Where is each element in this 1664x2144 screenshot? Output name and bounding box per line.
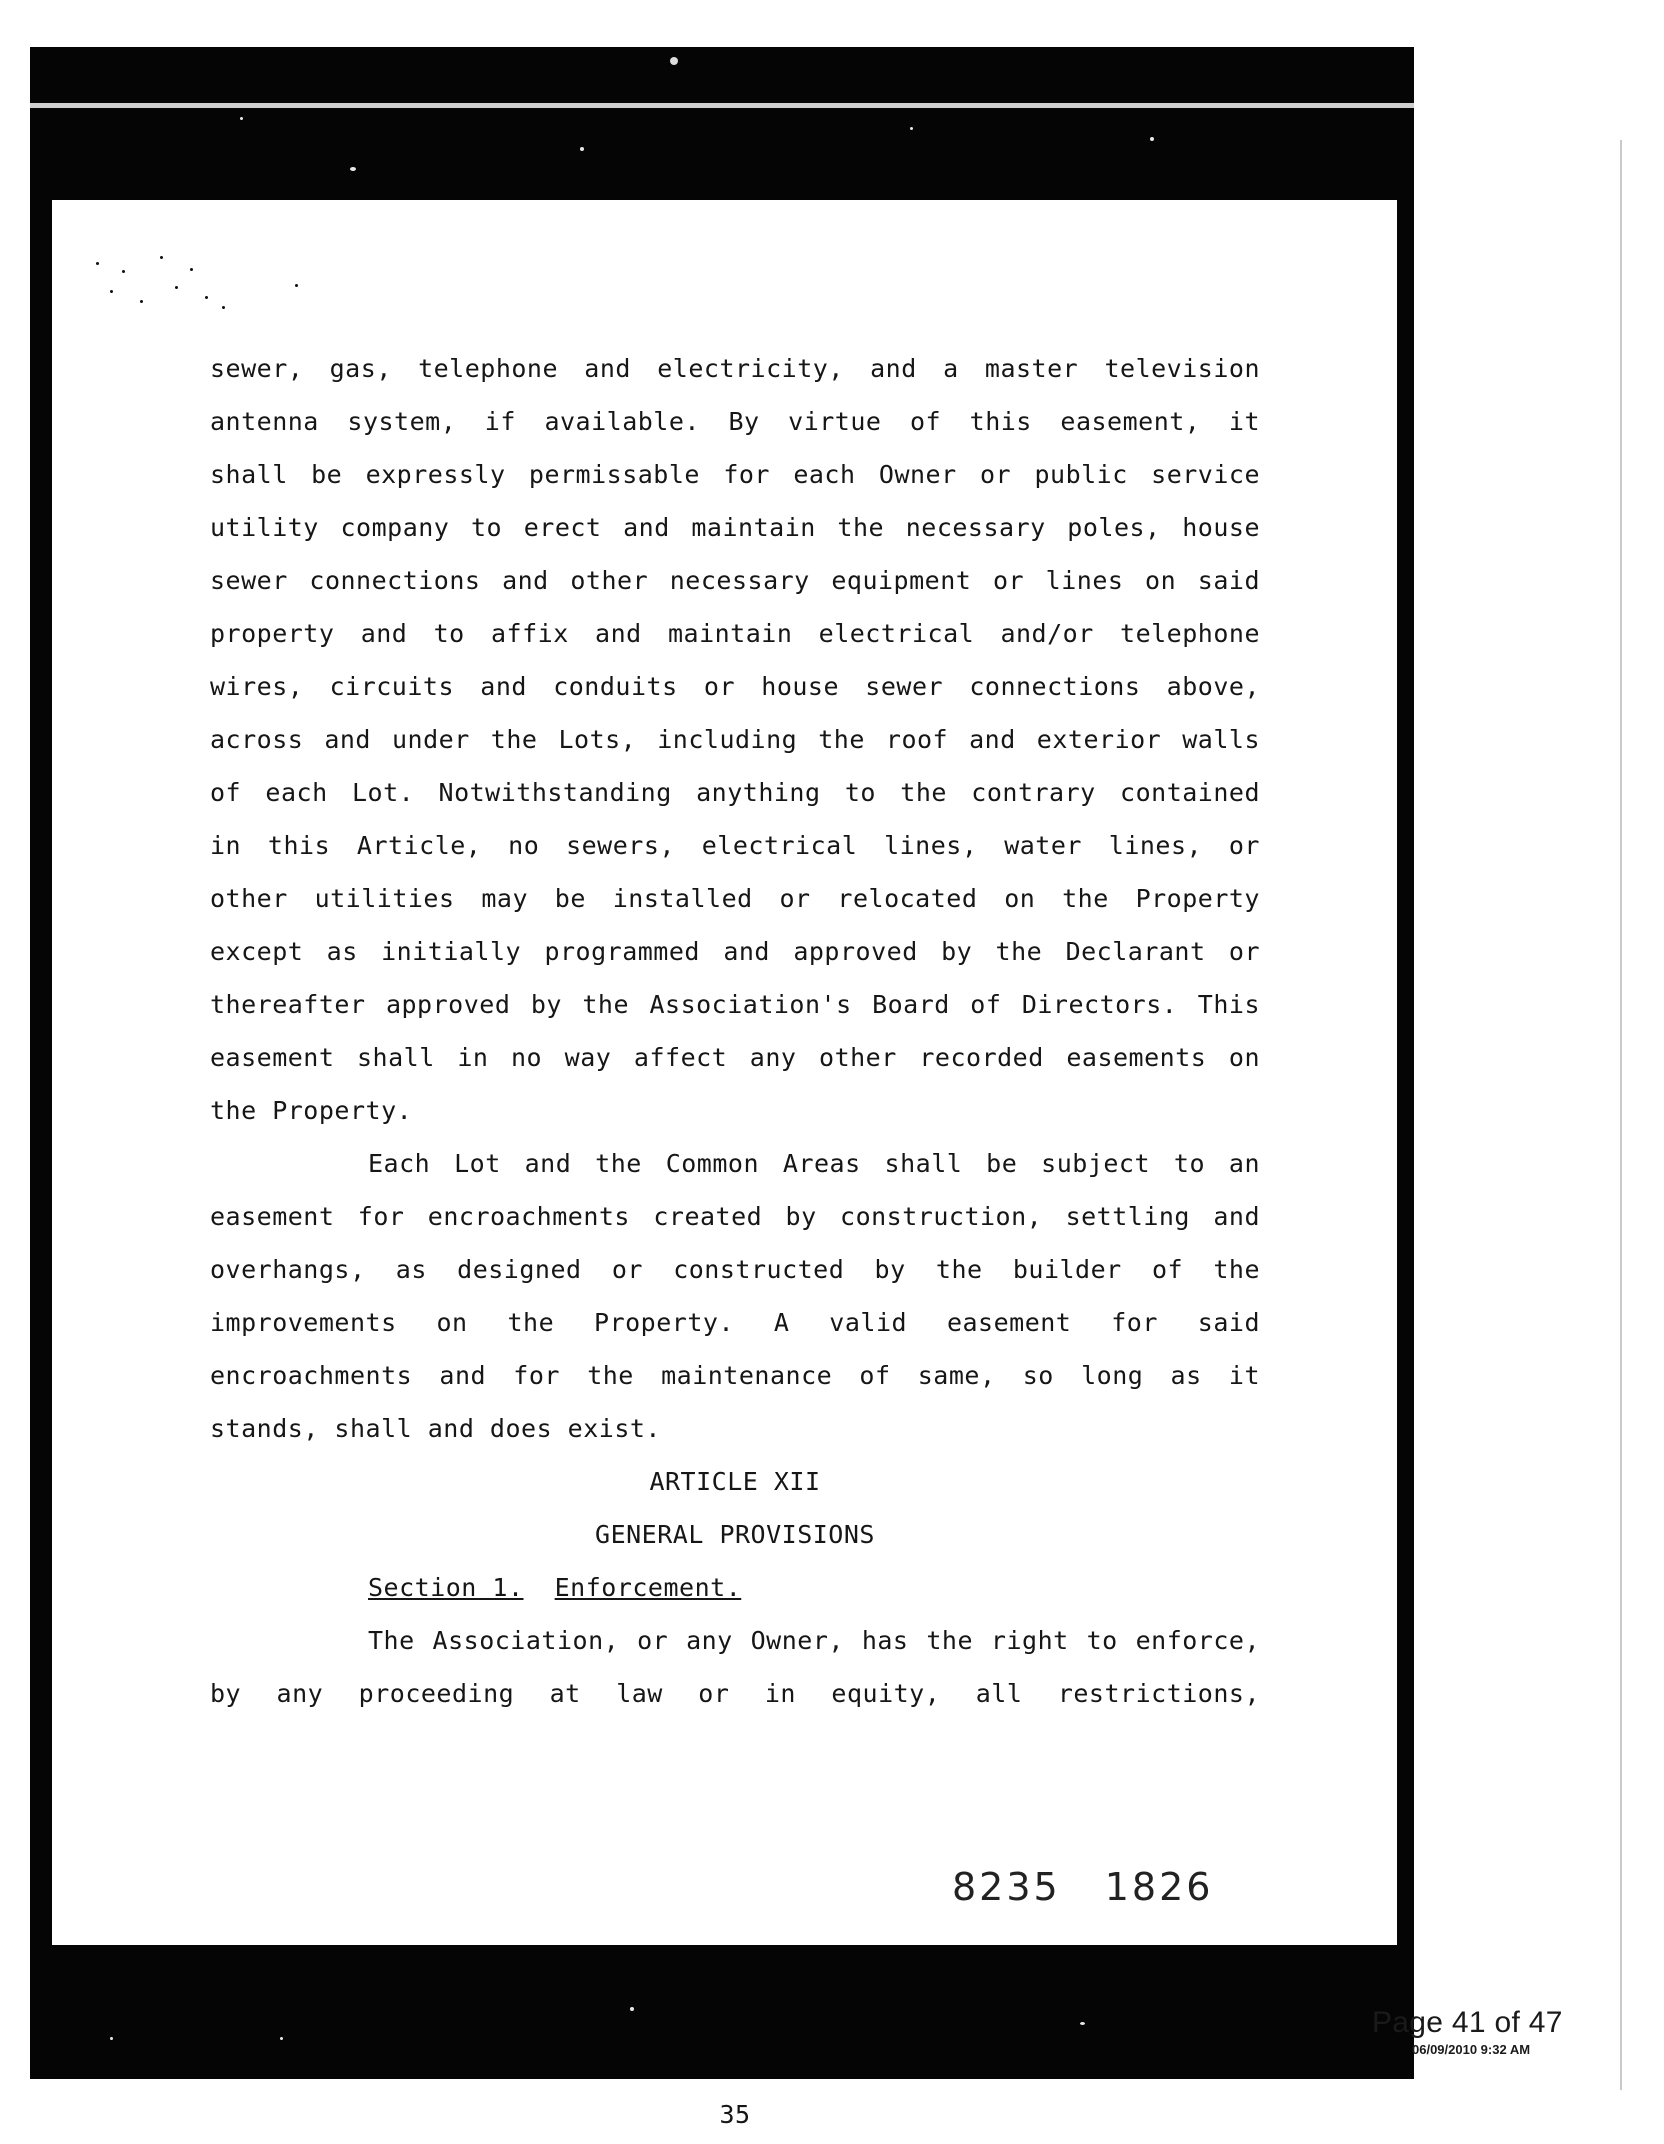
text-line: easement for encroachments created by construction, settling and (210, 1202, 1260, 1231)
stamp-book: 8235 (952, 1865, 1061, 1909)
scan-edge (1620, 140, 1622, 2090)
text-line: the Property. (210, 1096, 413, 1125)
text-line: improvements on the Property. A valid easement for said (210, 1308, 1260, 1337)
text-line: The Association, or any Owner, has the right to enforce, (368, 1626, 1260, 1655)
page-timestamp: 06/09/2010 9:32 AM (1412, 2042, 1531, 2057)
text-line: except as initially programmed and approved by the Declarant or (210, 937, 1260, 966)
stamp-page: 1826 (1104, 1865, 1214, 1909)
text-line: sewer, gas, telephone and electricity, and a master television (210, 354, 1260, 383)
text-line: Each Lot and the Common Areas shall be subject to an (368, 1149, 1260, 1178)
text-line: utility company to erect and maintain the necessary poles, house (210, 513, 1260, 542)
text-line: wires, circuits and conduits or house sewer connections above, (210, 672, 1260, 701)
text-line: across and under the Lots, including the roof and exterior walls (210, 725, 1260, 754)
article-subtitle: GENERAL PROVISIONS (595, 1520, 875, 1549)
scan-edge-line (30, 103, 1414, 108)
text-line: overhangs, as designed or constructed by the builder of the (210, 1255, 1260, 1284)
recording-stamp (952, 1865, 1213, 1909)
section-number: Section 1. (368, 1573, 524, 1602)
text-line: property and to affix and maintain electrical and/or telephone (210, 619, 1260, 648)
text-line: thereafter approved by the Association's Board of Directors. This (210, 990, 1260, 1019)
text-line: encroachments and for the maintenance of same, so long as it (210, 1361, 1260, 1390)
text-line: shall be expressly permissable for each Owner or public service (210, 460, 1260, 489)
text-line: other utilities may be installed or relocated on the Property (210, 884, 1260, 913)
text-line: sewer connections and other necessary equipment or lines on said (210, 566, 1260, 595)
article-title: ARTICLE XII (649, 1467, 821, 1496)
section-heading (210, 1569, 1260, 1622)
text-line: antenna system, if available. By virtue of this easement, it (210, 407, 1260, 436)
text-line: easement shall in no way affect any other recorded easements on (210, 1043, 1260, 1072)
page-number: 35 (719, 2100, 751, 2129)
page-footer (1372, 2006, 1563, 2057)
section-title: Enforcement. (554, 1573, 742, 1602)
page-counter: Page 41 of 47 (1372, 2006, 1563, 2039)
text-line: of each Lot. Notwithstanding anything to the contrary contained (210, 778, 1260, 807)
text-line: by any proceeding at law or in equity, all restrictions, (210, 1679, 1260, 1708)
text-line: stands, shall and does exist. (210, 1414, 661, 1443)
text-line: in this Article, no sewers, electrical lines, water lines, or (210, 831, 1260, 860)
